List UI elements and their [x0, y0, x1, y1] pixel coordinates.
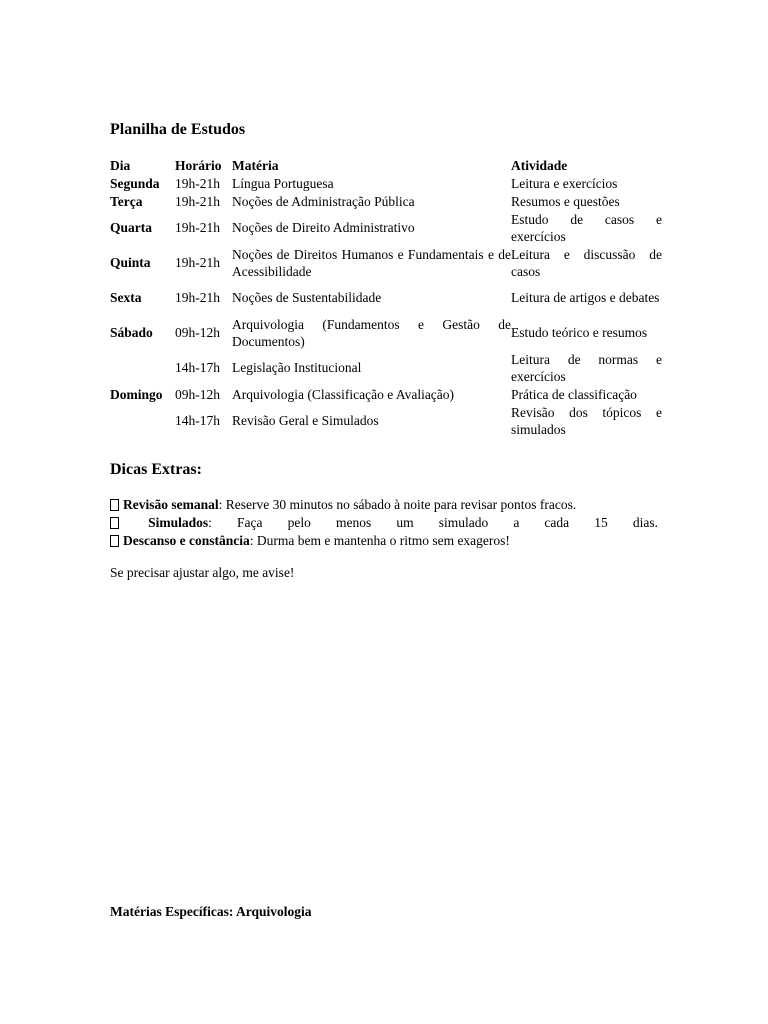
table-row: [110, 350, 662, 385]
closing-note: Se precisar ajustar algo, me avise!: [110, 565, 295, 580]
cell-materia: Noções de Direitos Humanos e Fundamentais e de Acessibilidade: [232, 246, 511, 279]
header-horario: Horário: [175, 157, 222, 173]
cell-materia: Legislação Institucional: [232, 360, 362, 375]
tips-list: [110, 496, 658, 550]
cell-horario: 19h-21h: [175, 255, 220, 270]
header-dia: Dia: [110, 157, 131, 173]
cell-atividade: Revisão dos tópicos e simulados: [511, 404, 662, 437]
table-row: [110, 315, 662, 350]
tip-text: : Durma bem e mantenha o ritmo sem exageros!: [249, 533, 510, 548]
document-page: [110, 0, 662, 1024]
cell-atividade: Estudo de casos e exercícios: [511, 211, 662, 244]
cell-horario: 14h-17h: [175, 413, 220, 428]
cell-materia: Arquivologia (Classificação e Avaliação): [232, 386, 455, 402]
table-row: [110, 192, 662, 210]
cell-dia: Sábado: [110, 325, 153, 340]
tip-text: : Faça pelo menos um simulado a cada 15 dias.: [208, 515, 659, 530]
cell-horario: 19h-21h: [175, 220, 220, 235]
tip-text: : Reserve 30 minutos no sábado à noite para revisar pontos fracos.: [218, 497, 577, 512]
list-item: [110, 496, 658, 514]
cell-horario: 14h-17h: [175, 360, 220, 375]
cell-horario: 09h-12h: [175, 386, 220, 402]
cell-atividade: Leitura de normas e exercícios: [511, 351, 662, 384]
tip-label: Descanso e constância: [123, 533, 250, 548]
cell-dia: Segunda: [110, 175, 160, 191]
header-atividade: Atividade: [511, 157, 568, 173]
table-header-row: [110, 156, 662, 174]
cell-atividade: Leitura de artigos e debates: [511, 290, 660, 305]
cell-dia: [110, 403, 175, 438]
cell-materia: Língua Portuguesa: [232, 175, 334, 191]
study-schedule-table: [110, 156, 662, 438]
cell-atividade: Leitura e exercícios: [511, 175, 618, 191]
cell-dia: Quarta: [110, 220, 152, 235]
cell-dia: Terça: [110, 193, 143, 209]
table-row: [110, 245, 662, 280]
cell-dia: Domingo: [110, 386, 163, 402]
cell-horario: 09h-12h: [175, 325, 220, 340]
list-item: [110, 514, 658, 532]
header-materia: Matéria: [232, 157, 279, 173]
document-title: Planilha de Estudos: [110, 121, 246, 138]
table-row: [110, 280, 662, 315]
list-item: [110, 532, 658, 550]
section-heading: Matérias Específicas: Arquivologia: [110, 904, 312, 919]
cell-horario: 19h-21h: [175, 175, 220, 191]
checkbox-glyph-icon: [110, 535, 119, 547]
cell-materia: Noções de Direito Administrativo: [232, 220, 415, 235]
table-row: [110, 174, 662, 192]
cell-materia: Revisão Geral e Simulados: [232, 413, 379, 428]
cell-atividade: Estudo teórico e resumos: [511, 325, 648, 340]
table-row: [110, 385, 662, 403]
cell-horario: 19h-21h: [175, 290, 220, 305]
cell-dia: Quinta: [110, 255, 151, 270]
cell-atividade: Prática de classificação: [511, 386, 637, 402]
table-row: [110, 210, 662, 245]
table-row: [110, 403, 662, 438]
cell-horario: 19h-21h: [175, 193, 220, 209]
checkbox-glyph-icon: [110, 499, 119, 511]
checkbox-glyph-icon: [110, 517, 119, 529]
cell-materia: Noções de Administração Pública: [232, 193, 415, 209]
tip-label: Simulados: [148, 515, 209, 530]
cell-atividade: Resumos e questões: [511, 193, 620, 209]
cell-dia: Sexta: [110, 290, 142, 305]
cell-atividade: Leitura e discussão de casos: [511, 246, 662, 279]
tips-title: Dicas Extras:: [110, 461, 202, 478]
tip-label: Revisão semanal: [123, 497, 219, 512]
cell-dia: [110, 350, 175, 385]
cell-materia: Arquivologia (Fundamentos e Gestão de Documentos): [232, 316, 511, 349]
cell-materia: Noções de Sustentabilidade: [232, 290, 382, 305]
